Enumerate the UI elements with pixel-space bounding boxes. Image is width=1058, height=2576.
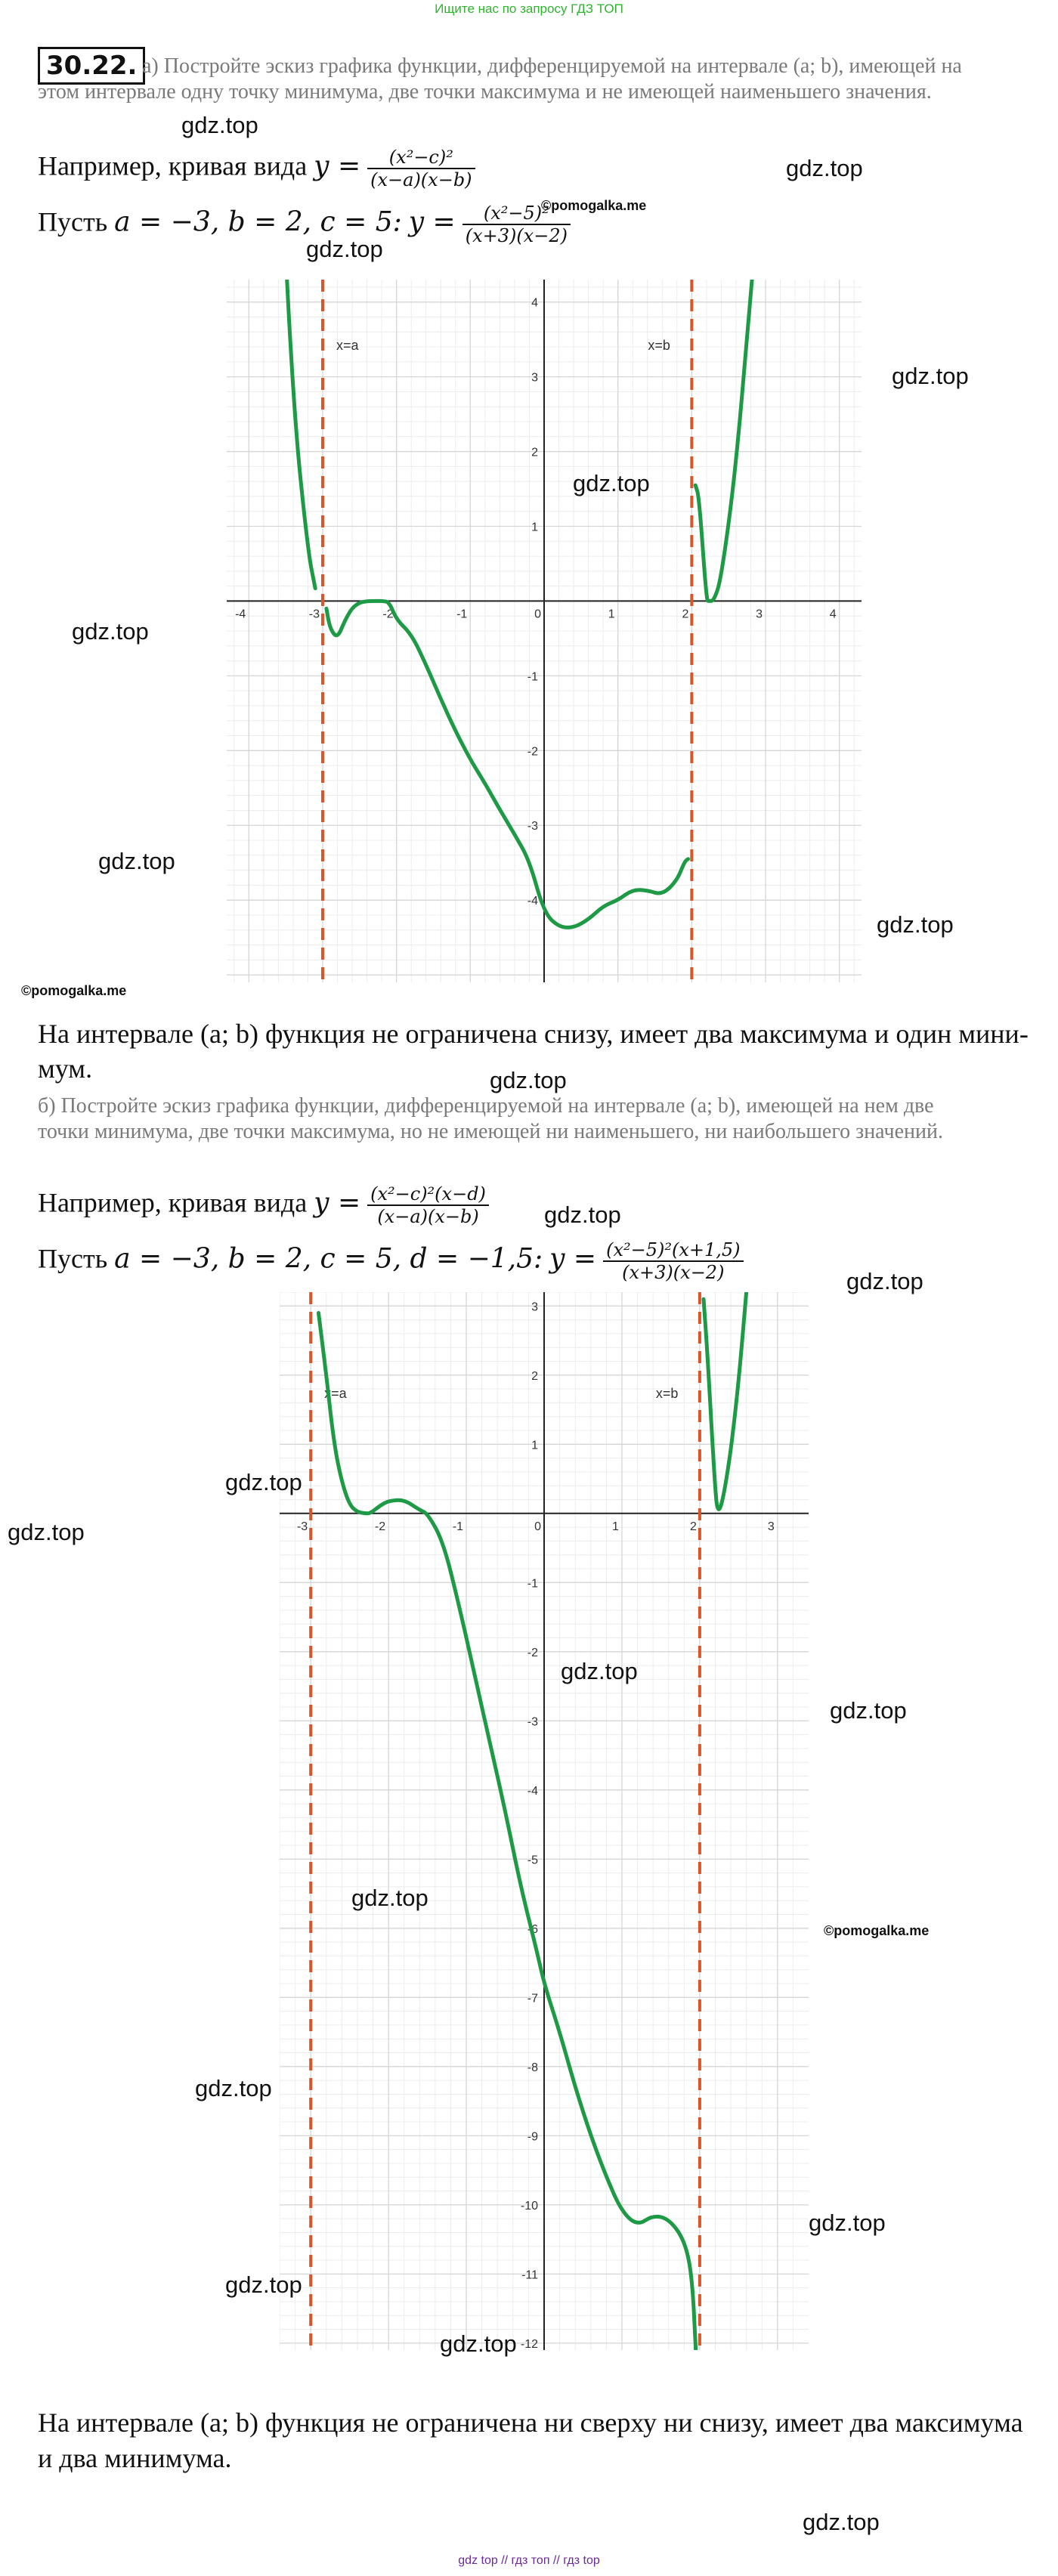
- x-tick-label: 0: [534, 608, 541, 621]
- part-b-conclusion-line2: и два минимума.: [38, 2443, 232, 2473]
- y-tick-label: -10: [520, 2199, 538, 2213]
- part-a-let-numerator: (x²−5)²: [462, 203, 571, 225]
- gdz-watermark: gdz.top: [225, 2271, 302, 2298]
- part-a-conclusion-line2: мум.: [38, 1053, 93, 1084]
- part-b-let-denominator: (x+3)(x−2): [622, 1262, 725, 1283]
- y-tick-label: 3: [531, 371, 538, 385]
- part-a-example-label: Например, кривая вида: [38, 150, 308, 181]
- part-a-example-fraction: [367, 147, 475, 190]
- part-b-conclusion-line1: На интервале (a; b) функция не ограничена ни сверху ни снизу, имеет два максимума: [38, 2407, 1023, 2438]
- gdz-watermark: gdz.top: [786, 155, 863, 181]
- y-tick-label: 1: [531, 1439, 538, 1452]
- x-tick-label: 3: [767, 1520, 775, 1533]
- gdz-watermark: gdz.top: [195, 2075, 272, 2101]
- y-tick-label: -7: [527, 1992, 538, 2005]
- asymptote-label: x=a: [324, 1386, 347, 1401]
- gdz-watermark: gdz.top: [561, 1658, 638, 1684]
- part-b-let-values: a = −3, b = 2, c = 5, d = −1,5:: [114, 1243, 543, 1275]
- part-b-example-fraction: [367, 1183, 489, 1227]
- part-b-let-label: Пусть: [38, 1243, 108, 1274]
- part-a-let-lhs: y =: [408, 206, 456, 238]
- pomogalka-watermark-1: ©pomogalka.me: [541, 198, 647, 213]
- gdz-watermark: gdz.top: [306, 236, 383, 262]
- x-tick-label: 1: [612, 1520, 619, 1533]
- chart-b: [280, 1292, 809, 2350]
- y-tick-label: 1: [531, 521, 538, 534]
- x-tick-label: 0: [534, 1520, 541, 1533]
- y-tick-label: -1: [527, 670, 538, 684]
- x-tick-label: -2: [382, 608, 394, 621]
- function-curve: [326, 601, 688, 927]
- y-tick-label: -4: [527, 895, 538, 908]
- y-tick-label: 3: [531, 1300, 538, 1314]
- gdz-watermark: gdz.top: [573, 470, 650, 496]
- gdz-watermark: gdz.top: [181, 112, 258, 138]
- part-b-example: [38, 1183, 489, 1227]
- x-tick-label: -4: [235, 608, 246, 621]
- y-tick-label: -3: [527, 820, 538, 833]
- x-tick-label: 3: [756, 608, 763, 621]
- y-tick-label: -8: [527, 2061, 538, 2074]
- part-b-let-numerator: (x²−5)²(x+1,5): [603, 1239, 743, 1262]
- y-tick-label: -6: [527, 1922, 538, 1936]
- gdz-watermark: gdz.top: [98, 848, 175, 874]
- part-a-let-values: a = −3, b = 2, c = 5:: [114, 206, 402, 238]
- pomogalka-watermark-3: ©pomogalka.me: [824, 1923, 930, 1938]
- problem-number: 30.22.: [38, 47, 145, 85]
- x-tick-label: 2: [689, 1520, 697, 1533]
- y-tick-label: -11: [521, 2268, 538, 2282]
- y-tick-label: -2: [527, 1646, 538, 1659]
- chart-a: [227, 280, 862, 982]
- footer-links[interactable]: gdz top // гдз топ // гдз top: [458, 2554, 600, 2567]
- y-tick-label: -5: [527, 1854, 538, 1867]
- part-a-let: [38, 203, 571, 246]
- function-curve: [234, 280, 315, 589]
- y-tick-label: -4: [527, 1784, 538, 1798]
- part-b-example-lhs: y =: [314, 1187, 361, 1219]
- part-a-let-label: Пусть: [38, 206, 108, 237]
- part-a-let-denominator: (x+3)(x−2): [465, 225, 568, 246]
- y-tick-label: -12: [520, 2337, 538, 2350]
- gdz-watermark: gdz.top: [440, 2330, 517, 2357]
- x-tick-label: -3: [296, 1520, 308, 1533]
- part-b-let-lhs: y =: [549, 1243, 597, 1275]
- gdz-watermark: gdz.top: [351, 1885, 428, 1911]
- part-b-let: [38, 1239, 744, 1283]
- part-a-task-line1: а) Постройте эскиз графика функции, дифференцируемой на интервале (a; b), имеющей на: [142, 54, 962, 78]
- part-b-task-line2: точки минимума, две точки максимума, но не имеющей ни наименьшего, ни наибольшего значений.: [38, 1120, 943, 1143]
- gdz-watermark: gdz.top: [892, 363, 969, 389]
- y-tick-label: -1: [527, 1577, 538, 1591]
- y-tick-label: -2: [527, 745, 538, 759]
- y-tick-label: 4: [531, 296, 538, 310]
- x-tick-label: -2: [374, 1520, 386, 1533]
- part-b-task-line1: б) Постройте эскиз графика функции, дифференцируемой на интервале (a; b), имеющей на нем две: [38, 1094, 934, 1118]
- part-a-example-denominator: (x−a)(x−b): [370, 169, 472, 190]
- part-a-task-line2: этом интервале одну точку минимума, две точки максимума и не имеющей наименьшего значения.: [38, 80, 932, 104]
- x-tick-label: 1: [608, 608, 615, 621]
- top-banner[interactable]: Ищите нас по запросу ГДЗ ТОП: [435, 2, 623, 16]
- asymptote-label: x=b: [655, 1386, 679, 1401]
- gdz-watermark: gdz.top: [8, 1519, 85, 1545]
- gdz-watermark: gdz.top: [72, 618, 149, 645]
- pomogalka-watermark-2: ©pomogalka.me: [21, 983, 127, 998]
- gdz-watermark: gdz.top: [877, 911, 954, 938]
- gdz-watermark: gdz.top: [544, 1201, 621, 1228]
- y-tick-label: -9: [527, 2130, 538, 2144]
- x-tick-label: -1: [456, 608, 468, 621]
- part-a-example-lhs: y =: [314, 150, 361, 182]
- gdz-watermark: gdz.top: [225, 1469, 302, 1495]
- part-b-example-numerator: (x²−c)²(x−d): [367, 1183, 489, 1206]
- gdz-watermark: gdz.top: [846, 1268, 923, 1294]
- gdz-watermark: gdz.top: [803, 2509, 880, 2535]
- gdz-watermark: gdz.top: [490, 1067, 567, 1093]
- x-tick-label: -3: [308, 608, 320, 621]
- gdz-watermark: gdz.top: [809, 2210, 886, 2236]
- x-tick-label: -1: [452, 1520, 464, 1533]
- part-b-let-fraction: [603, 1239, 743, 1283]
- gdz-watermark: gdz.top: [830, 1697, 907, 1724]
- asymptote-label: x=b: [648, 338, 670, 353]
- function-curve: [704, 1292, 747, 1509]
- y-tick-label: 2: [531, 446, 538, 459]
- asymptote-label: x=a: [336, 338, 359, 353]
- part-b-example-denominator: (x−a)(x−b): [377, 1206, 479, 1227]
- x-tick-label: 4: [829, 608, 837, 621]
- part-a-example-numerator: (x²−c)²: [367, 147, 475, 169]
- y-tick-label: 2: [531, 1369, 538, 1383]
- x-tick-label: 2: [682, 608, 689, 621]
- y-tick-label: -3: [527, 1715, 538, 1729]
- part-a-example: [38, 147, 475, 190]
- part-a-conclusion-line1: На интервале (a; b) функция не ограничена снизу, имеет два максимума и один мини-: [38, 1019, 1029, 1049]
- part-b-example-label: Например, кривая вида: [38, 1187, 308, 1218]
